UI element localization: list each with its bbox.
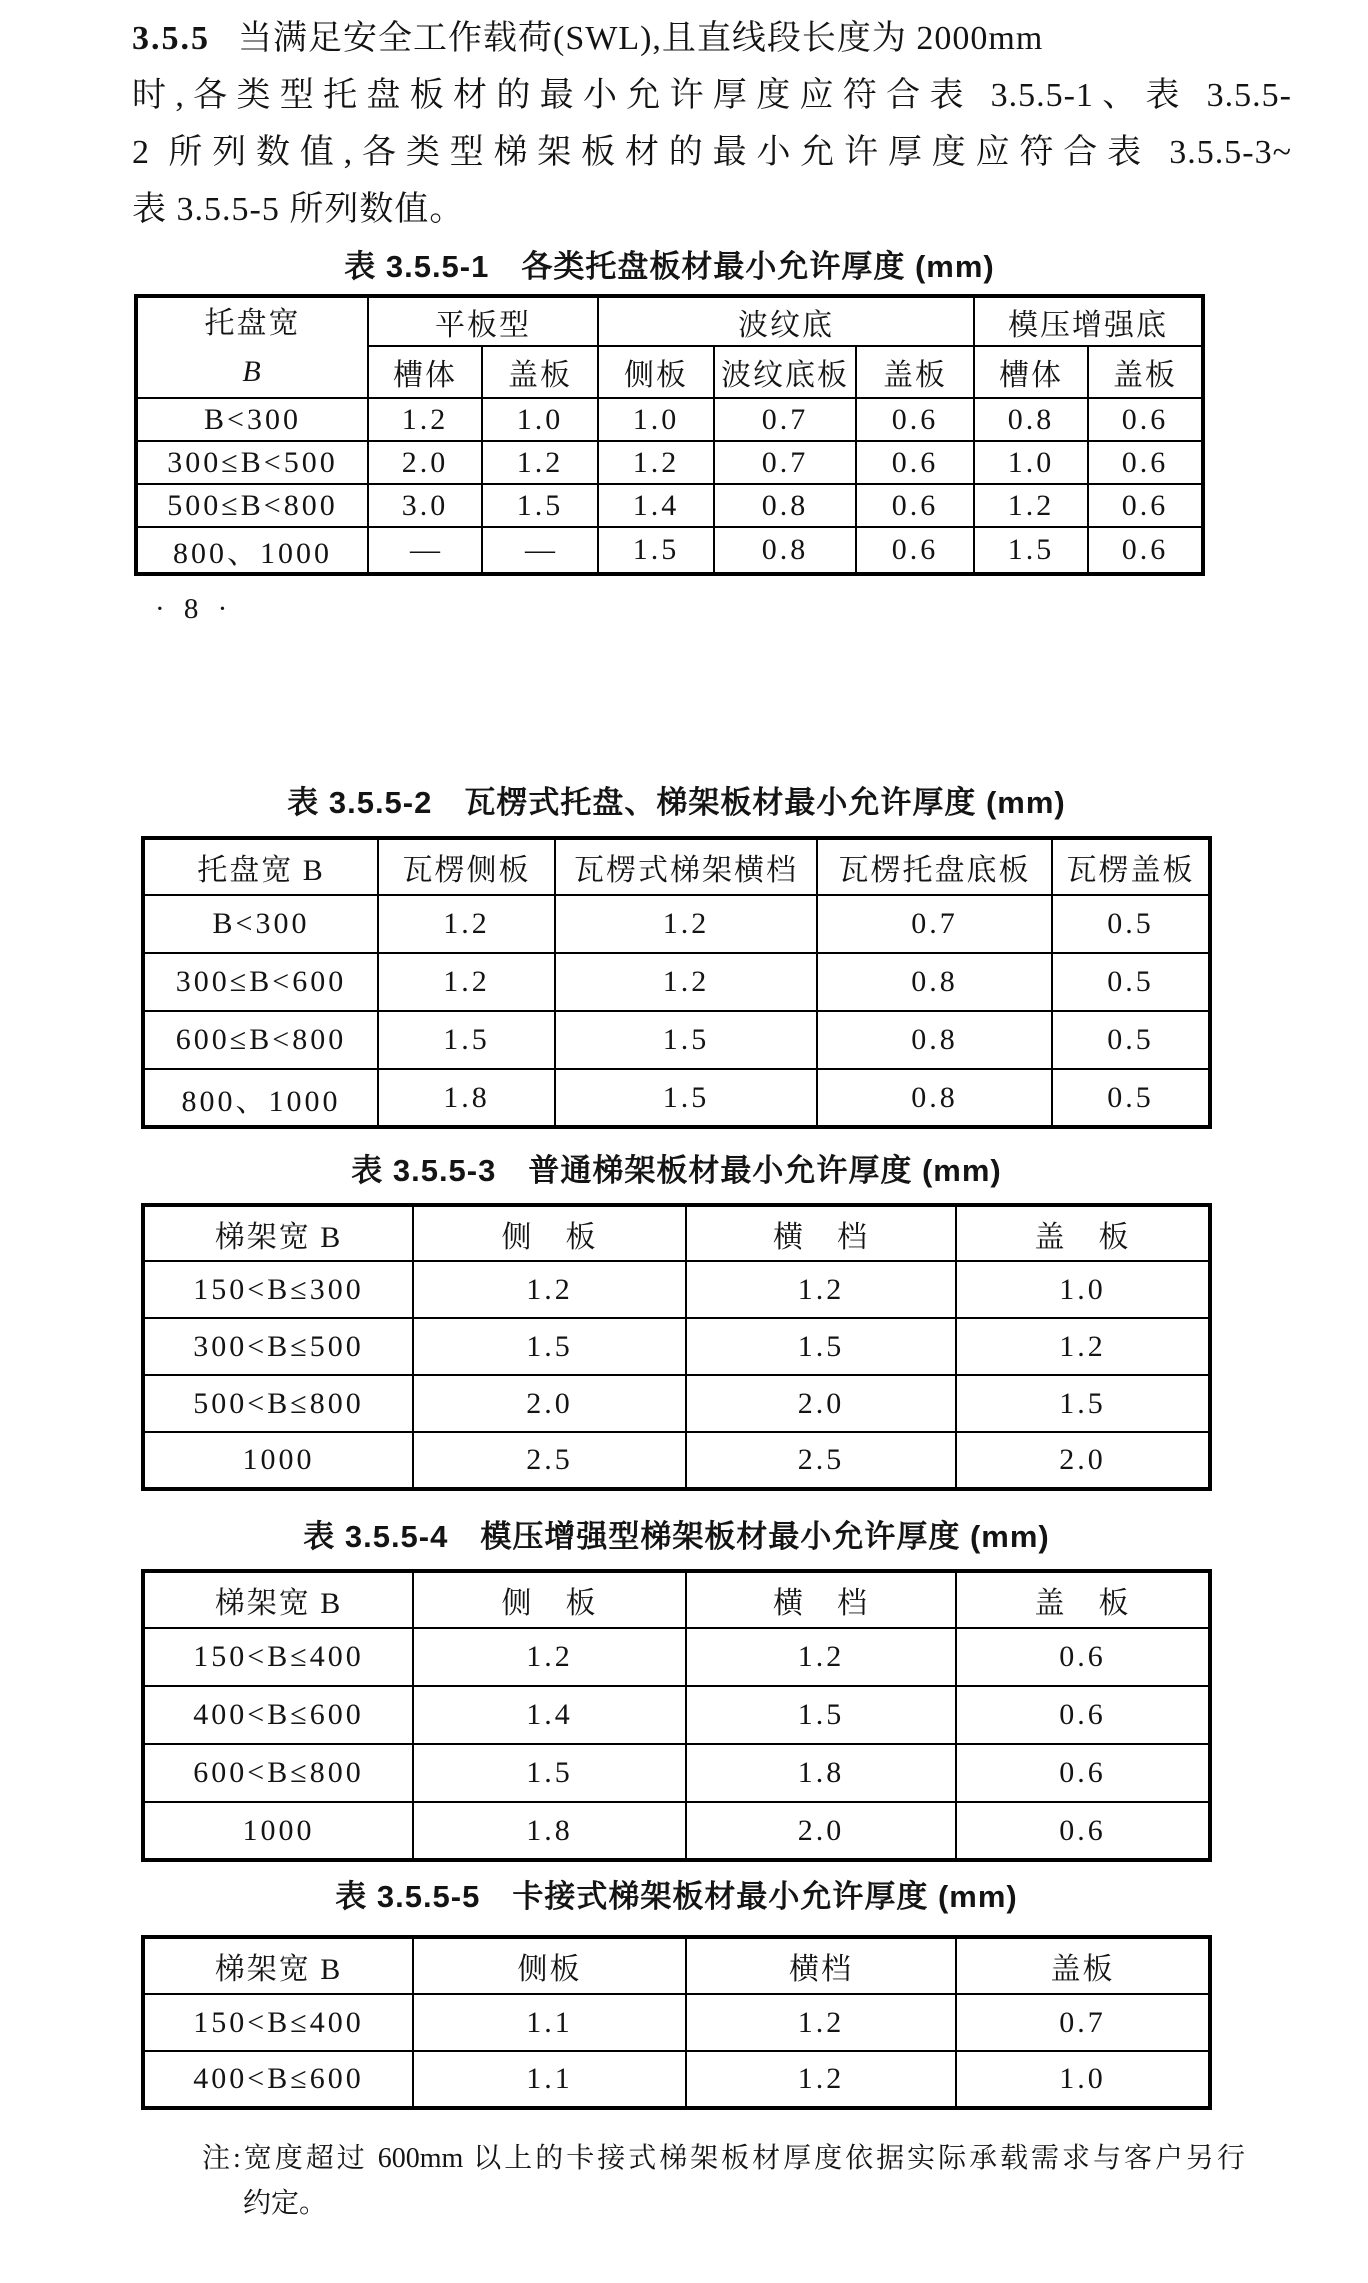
row-label: B<300 <box>143 895 378 953</box>
table-2-title: 表 3.5.5-2 瓦楞式托盘、梯架板材最小允许厚度 (mm) <box>287 785 1066 820</box>
table-cell: 1.2 <box>413 1628 686 1686</box>
table-cell: 0.8 <box>714 484 856 527</box>
col-header: 瓦楞式梯架横档 <box>555 838 817 895</box>
table-cell: 1.5 <box>598 527 714 574</box>
table-row <box>143 895 1210 953</box>
col-header: 槽体 <box>974 346 1088 398</box>
table-3-5-5-2 <box>141 836 1212 1129</box>
col-header: 盖板 <box>482 346 598 398</box>
col-header: 侧 板 <box>413 1571 686 1628</box>
table-cell: 0.5 <box>1052 953 1210 1011</box>
table-row <box>136 441 1203 484</box>
table-cell: 0.6 <box>956 1744 1210 1802</box>
table-cell: 1.2 <box>956 1318 1210 1375</box>
col-header: 盖板 <box>1088 346 1203 398</box>
col-header-width-line1: 托盘宽 <box>204 306 301 340</box>
table-cell: 1.5 <box>974 527 1088 574</box>
table-cell: 1.5 <box>686 1318 956 1375</box>
table-row <box>143 1802 1210 1860</box>
col-header: 梯架宽 B <box>143 1571 413 1628</box>
table-cell: 1.2 <box>598 441 714 484</box>
table-cell: 0.7 <box>817 895 1052 953</box>
table-cell: 1.5 <box>413 1318 686 1375</box>
col-header: 侧 板 <box>413 1205 686 1261</box>
table-cell: 1.2 <box>686 2051 956 2108</box>
col-header: 槽体 <box>368 346 482 398</box>
table-cell: 0.6 <box>1088 527 1203 574</box>
table-cell: 2.5 <box>413 1432 686 1489</box>
table-3-5-5-3 <box>141 1203 1212 1491</box>
table-cell: 1.8 <box>413 1802 686 1860</box>
table-cell: 0.8 <box>974 398 1088 441</box>
table-cell: 2.0 <box>686 1802 956 1860</box>
col-header: 盖板 <box>956 1937 1210 1994</box>
col-header-width <box>136 296 368 398</box>
table-cell: 2.0 <box>368 441 482 484</box>
table-cell: 1.5 <box>555 1011 817 1069</box>
table-cell: 1.2 <box>555 895 817 953</box>
table-cell: 1.2 <box>413 1261 686 1318</box>
table-cell: 1.2 <box>974 484 1088 527</box>
table-cell: 1.2 <box>378 895 555 953</box>
col-header: 梯架宽 B <box>143 1937 413 1994</box>
table-row <box>136 484 1203 527</box>
clause-line-4: 表 3.5.5-5 所列数值。 <box>132 191 465 228</box>
row-label: 400<B≤600 <box>143 1686 413 1744</box>
row-label: 1000 <box>143 1432 413 1489</box>
table-cell: 1.8 <box>378 1069 555 1127</box>
row-label: 1000 <box>143 1802 413 1860</box>
table-row <box>136 527 1203 574</box>
table-cell: — <box>368 527 482 574</box>
col-header: 盖板 <box>856 346 974 398</box>
table-cell: 1.0 <box>956 2051 1210 2108</box>
clause-paragraph <box>132 10 1292 238</box>
table-row <box>143 1628 1210 1686</box>
table-cell: 1.2 <box>368 398 482 441</box>
col-group-corrugated-bottom: 波纹底 <box>598 296 974 346</box>
col-header: 盖 板 <box>956 1571 1210 1628</box>
row-label: 500<B≤800 <box>143 1375 413 1432</box>
table-4-title: 表 3.5.5-4 模压增强型梯架板材最小允许厚度 (mm) <box>303 1519 1050 1554</box>
col-header: 盖 板 <box>956 1205 1210 1261</box>
table-cell: 1.5 <box>378 1011 555 1069</box>
col-group-flat: 平板型 <box>368 296 598 346</box>
clause-line-1 <box>132 10 1292 67</box>
row-label: 300<B≤500 <box>143 1318 413 1375</box>
table-row <box>143 1011 1210 1069</box>
table-cell: 1.2 <box>686 1628 956 1686</box>
table-cell: 2.5 <box>686 1432 956 1489</box>
table-cell: 0.8 <box>714 527 856 574</box>
row-label: B<300 <box>136 398 368 441</box>
col-header: 波纹底板 <box>714 346 856 398</box>
table-cell: 0.6 <box>856 441 974 484</box>
table-cell: 1.4 <box>413 1686 686 1744</box>
footnote <box>202 2136 1245 2226</box>
col-header: 梯架宽 B <box>143 1205 413 1261</box>
row-label: 300≤B<500 <box>136 441 368 484</box>
table-cell: 0.7 <box>714 398 856 441</box>
clause-number: 3.5.5 <box>132 20 210 57</box>
table-cell: 2.0 <box>413 1375 686 1432</box>
table-row <box>143 1318 1210 1375</box>
table-cell: 0.5 <box>1052 895 1210 953</box>
table-row <box>143 2051 1210 2108</box>
row-label: 400<B≤600 <box>143 2051 413 2108</box>
row-label: 150<B≤400 <box>143 1994 413 2051</box>
table-cell: 1.5 <box>956 1375 1210 1432</box>
col-header: 托盘宽 B <box>143 838 378 895</box>
table-cell: 1.1 <box>413 2051 686 2108</box>
table-cell: 0.6 <box>856 527 974 574</box>
table-cell: 1.2 <box>482 441 598 484</box>
row-label: 600<B≤800 <box>143 1744 413 1802</box>
table-cell: 1.2 <box>686 1261 956 1318</box>
footnote-line-1: 注:宽度超过 600mm 以上的卡接式梯架板材厚度依据实际承载需求与客户另行 <box>202 2143 1245 2174</box>
table-cell: 2.0 <box>956 1432 1210 1489</box>
document-page <box>0 10 1368 2283</box>
table-cell: 1.0 <box>956 1261 1210 1318</box>
table-cell: 1.0 <box>598 398 714 441</box>
footnote-line-2: 约定。 <box>243 2188 328 2219</box>
col-header: 横 档 <box>686 1571 956 1628</box>
col-header: 瓦楞侧板 <box>378 838 555 895</box>
table-3-5-5-4 <box>141 1569 1212 1862</box>
table-3-5-5-5 <box>141 1935 1212 2110</box>
table-row <box>143 1261 1210 1318</box>
table-cell: 1.5 <box>686 1686 956 1744</box>
table-cell: 0.6 <box>856 484 974 527</box>
table-3-5-5-1 <box>134 294 1205 576</box>
table-row <box>143 1744 1210 1802</box>
table-cell: 0.6 <box>956 1628 1210 1686</box>
table-cell: 0.6 <box>1088 484 1203 527</box>
table-cell: — <box>482 527 598 574</box>
table-cell: 1.0 <box>974 441 1088 484</box>
row-label: 300≤B<600 <box>143 953 378 1011</box>
table-cell: 0.6 <box>956 1802 1210 1860</box>
table-cell: 1.5 <box>482 484 598 527</box>
row-label: 600≤B<800 <box>143 1011 378 1069</box>
table-cell: 1.2 <box>686 1994 956 2051</box>
page-number: · 8 · <box>155 593 234 625</box>
table-row <box>143 1994 1210 2051</box>
table-cell: 0.6 <box>1088 441 1203 484</box>
table-cell: 0.5 <box>1052 1011 1210 1069</box>
table-cell: 1.5 <box>413 1744 686 1802</box>
table-5-title: 表 3.5.5-5 卡接式梯架板材最小允许厚度 (mm) <box>335 1879 1018 1914</box>
row-label: 500≤B<800 <box>136 484 368 527</box>
table-cell: 0.8 <box>817 1011 1052 1069</box>
row-label: 150<B≤400 <box>143 1628 413 1686</box>
table-row <box>143 953 1210 1011</box>
table-cell: 0.7 <box>714 441 856 484</box>
table-cell: 0.6 <box>856 398 974 441</box>
table-cell: 0.6 <box>1088 398 1203 441</box>
table-cell: 0.8 <box>817 1069 1052 1127</box>
clause-line-1-text: 当满足安全工作载荷(SWL),且直线段长度为 2000mm <box>238 20 1044 57</box>
clause-line-3: 2 所列数值,各类型梯架板材的最小允许厚度应符合表 3.5.5-3~ <box>132 134 1292 171</box>
col-header: 瓦楞托盘底板 <box>817 838 1052 895</box>
col-header: 横档 <box>686 1937 956 1994</box>
table-row <box>143 1375 1210 1432</box>
table-cell: 1.8 <box>686 1744 956 1802</box>
table-row <box>143 1069 1210 1127</box>
table-cell: 1.5 <box>555 1069 817 1127</box>
col-group-molded: 模压增强底 <box>974 296 1203 346</box>
table-cell: 3.0 <box>368 484 482 527</box>
table-cell: 1.2 <box>378 953 555 1011</box>
table-row <box>136 398 1203 441</box>
table-cell: 1.1 <box>413 1994 686 2051</box>
col-header: 侧板 <box>598 346 714 398</box>
table-cell: 0.6 <box>956 1686 1210 1744</box>
table-row <box>143 1432 1210 1489</box>
table-cell: 0.8 <box>817 953 1052 1011</box>
col-header: 瓦楞盖板 <box>1052 838 1210 895</box>
table-1-title: 表 3.5.5-1 各类托盘板材最小允许厚度 (mm) <box>344 249 995 284</box>
table-row <box>143 1686 1210 1744</box>
row-label: 800、1000 <box>143 1069 378 1127</box>
table-cell: 0.5 <box>1052 1069 1210 1127</box>
table-cell: 0.7 <box>956 1994 1210 2051</box>
col-header-width-line2: B <box>242 354 263 388</box>
table-3-title: 表 3.5.5-3 普通梯架板材最小允许厚度 (mm) <box>351 1153 1002 1188</box>
table-cell: 1.2 <box>555 953 817 1011</box>
row-label: 150<B≤300 <box>143 1261 413 1318</box>
col-header: 横 档 <box>686 1205 956 1261</box>
clause-line-2: 时,各类型托盘板材的最小允许厚度应符合表 3.5.5-1、表 3.5.5- <box>132 77 1292 114</box>
table-cell: 2.0 <box>686 1375 956 1432</box>
table-cell: 1.0 <box>482 398 598 441</box>
table-cell: 1.4 <box>598 484 714 527</box>
row-label: 800、1000 <box>136 527 368 574</box>
col-header: 侧板 <box>413 1937 686 1994</box>
